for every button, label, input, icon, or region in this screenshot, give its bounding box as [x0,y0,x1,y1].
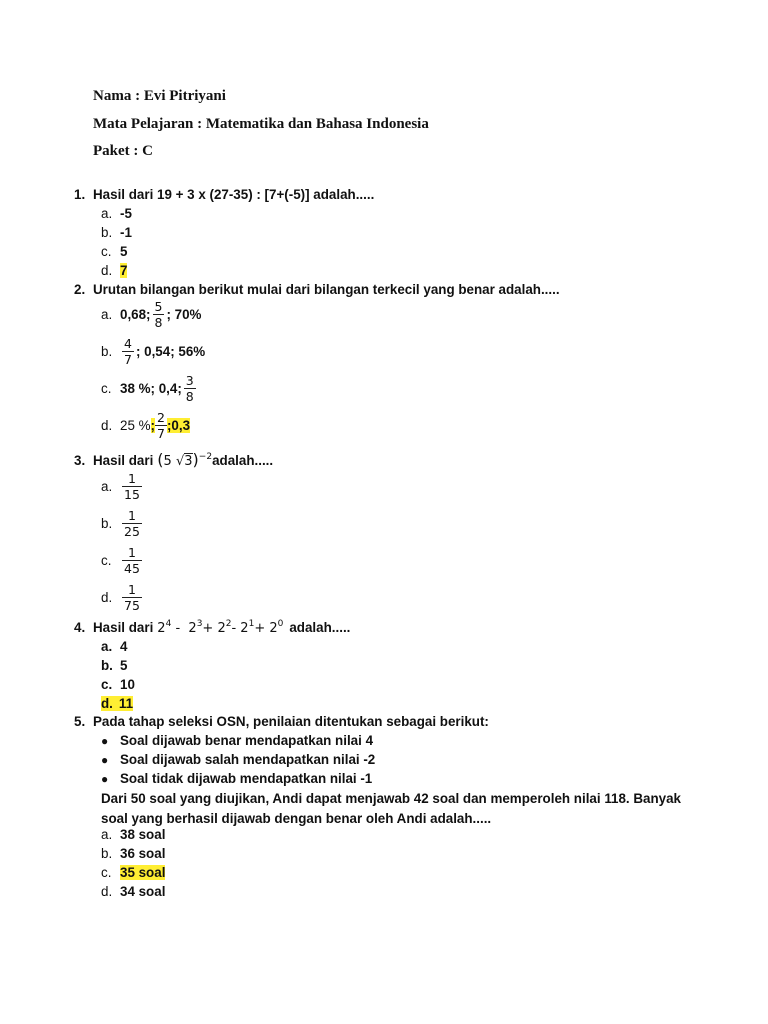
option-value: 5 [120,658,128,673]
fraction-denominator: 7 [124,352,132,367]
option-5c [101,865,165,880]
fraction [155,410,167,441]
fraction-numerator: 1 [127,471,136,486]
option-value-highlighted: 35 soal [120,865,166,880]
option-3c [101,545,144,576]
radical-expression: (5 √3)$^{-2}$ [157,450,213,469]
question-number: 2. [74,282,86,297]
question-5 [74,714,714,729]
power-base: 2 [240,621,249,636]
rule-text: Soal tidak dijawab mendapatkan nilai -1 [120,771,373,786]
option-letter: c. [101,553,112,568]
fraction-denominator: 8 [185,389,194,404]
option-value: 34 soal [120,884,166,899]
fraction [153,299,165,330]
option-value: 10 [120,677,135,692]
bullet-icon: ● [101,772,109,786]
fraction-numerator: 2 [157,410,165,425]
fraction [122,545,142,576]
fraction [184,373,196,404]
option-2b [101,336,205,367]
option-letter: b. [101,516,113,531]
question-prefix: Hasil dari [93,453,154,468]
option-letter: a. [101,639,113,654]
operator: - [231,621,241,636]
option-letter: a. [101,307,113,322]
fraction-numerator: 1 [127,508,136,523]
option-value: ; 70% [166,307,202,322]
bullet-icon: ● [101,734,109,748]
option-value: ; 0,54; 56% [135,344,206,359]
fraction-denominator: 7 [157,426,165,441]
option-5b [101,846,165,861]
fraction [122,336,134,367]
option-letter: b. [101,846,113,861]
fraction-denominator: 8 [154,315,163,330]
coefficient: 5 [163,454,172,469]
question-3 [74,450,714,469]
option-value: 36 soal [120,846,166,861]
rule-text: Soal dijawab benar mendapatkan nilai 4 [120,733,374,748]
option-2c [101,373,198,404]
option-value-highlighted: 11 [118,696,134,711]
subject-line: Mata Pelajaran : Matematika dan Bahasa Indonesia [93,115,429,132]
option-letter: a. [101,479,113,494]
option-2a [101,299,201,330]
option-letter: d. [101,590,113,605]
question-1 [74,187,714,202]
question-text: Urutan bilangan berikut mulai dari bilangan terkecil yang benar adalah..... [93,282,560,297]
fraction [122,508,142,539]
question-number: 1. [74,187,86,202]
option-value: 0,68; [120,307,151,322]
student-name: Nama : Evi Pitriyani [93,88,226,104]
question-suffix: adalah..... [289,620,351,635]
option-value: -5 [120,206,132,221]
question-4 [74,620,714,636]
option-3d [101,582,144,613]
option-value-highlighted: 7 [120,263,128,278]
option-letter: c. [101,677,113,692]
problem-paragraph: Dari 50 soal yang diujikan, Andi dapat menjawab 42 soal dan memperoleh nilai 118. Banyak soal yang berhasil dijawab dengan benar oleh Andi adalah..... [101,791,681,826]
rule-bullet [101,771,372,786]
option-1a [101,206,132,221]
option-4a [101,639,127,654]
option-letter: d. [101,418,113,433]
option-4b [101,658,127,673]
operator: + [202,621,218,636]
power-exponent: 4 [165,619,172,629]
option-4c [101,677,135,692]
power-base: 2 [269,621,278,636]
option-3a [101,471,144,502]
option-letter: c. [101,381,112,396]
power-exponent: 3 [196,619,203,629]
option-3b [101,508,144,539]
option-5a [101,827,165,842]
question-number: 3. [74,453,86,468]
option-letter: d. [101,884,113,899]
question-text: Pada tahap seleksi OSN, penilaian ditentukan sebagai berikut: [93,714,489,729]
option-value-highlighted: ;0,3 [166,418,191,433]
rule-text: Soal dijawab salah mendapatkan nilai -2 [120,752,376,767]
fraction-denominator: 75 [124,598,140,613]
fraction-numerator: 1 [127,545,136,560]
question-number: 5. [74,714,86,729]
option-1c [101,244,127,259]
package-line: Paket : C [93,143,153,159]
fraction-numerator: 3 [185,373,194,388]
question-suffix: adalah..... [212,453,274,468]
option-4d [101,696,133,711]
option-letter-highlighted: d. [101,696,119,711]
power-expression [157,621,283,636]
power-exponent: 1 [248,619,255,629]
option-1b [101,225,132,240]
option-value: 5 [120,244,128,259]
operator: - [171,621,189,636]
option-5d [101,884,165,899]
option-letter: c. [101,865,112,880]
sqrt-icon: √ [175,454,185,469]
option-value: -1 [120,225,132,240]
question-2 [74,282,714,297]
option-2d [101,410,190,441]
option-value: 4 [120,639,128,654]
power-base: 2 [217,621,226,636]
fraction-numerator: 4 [124,336,132,351]
option-letter: a. [101,827,113,842]
option-1d [101,263,127,278]
fraction-numerator: 1 [127,582,136,597]
option-letter: c. [101,244,112,259]
student-header [93,86,429,169]
operator: + [254,621,270,636]
fraction [122,471,142,502]
option-value: 38 soal [120,827,166,842]
exponent: −2 [198,452,213,462]
option-letter: b. [101,225,113,240]
option-letter: b. [101,344,113,359]
power-base: 2 [188,621,197,636]
option-letter: a. [101,206,113,221]
rule-bullet [101,733,373,748]
question-number: 4. [74,620,86,635]
fraction [122,582,142,613]
option-letter: b. [101,658,113,673]
fraction-numerator: 5 [154,299,163,314]
fraction-denominator: 25 [124,524,140,539]
question-prefix: Hasil dari [93,620,154,635]
option-value: 25 % [120,418,151,433]
option-separator-highlighted: ; [150,418,155,433]
option-letter: d. [101,263,113,278]
power-exponent: 0 [277,619,284,629]
power-base: 2 [157,621,166,636]
bullet-icon: ● [101,753,109,767]
fraction-denominator: 45 [124,561,140,576]
power-exponent: 2 [225,619,232,629]
radicand: 3 [184,454,193,469]
option-value: 38 %; 0,4; [120,381,182,396]
question-text: Hasil dari 19 + 3 x (27-35) : [7+(-5)] adalah..... [93,187,375,202]
fraction-denominator: 15 [124,487,140,502]
rule-bullet [101,752,375,767]
